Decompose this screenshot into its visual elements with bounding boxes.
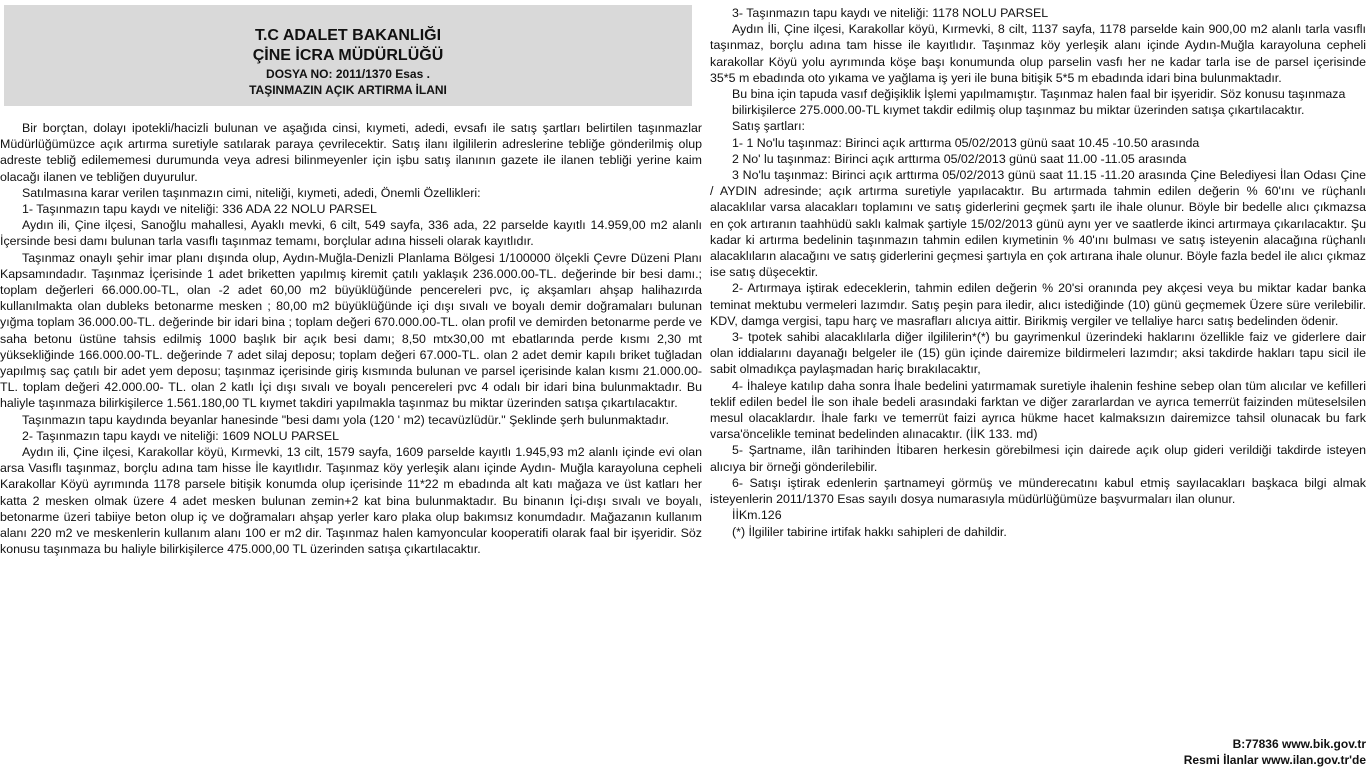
header-ministry: T.C ADALET BAKANLIĞI [254, 27, 442, 44]
paragraph-auction-2: 2 No' lu taşınmaz: Birinci açık arttırma 05/02/2013 günü saat 11.00 -11.05 arasında [732, 151, 1187, 166]
paragraph-term-2: 2- Artırmaya iştirak edeceklerin, tahmin edilen değerin % 20'si oranında pey akçesi veya bu miktar kadar banka teminat mektubu vermeleri lazımdır. Satış peşin para iledir, alıcı istediğinde (10) günü geçmemek Üzere süre verilebilir. KDV, damga vergisi, tapu harç ve masrafları alıcıya aittir. Birikmiş vergiler ve tellaliye harcı satış bedelinden ödenir. [710, 281, 1366, 328]
header-notice-title: TAŞINMAZIN AÇIK ARTIRMA İLANI [249, 83, 447, 97]
footer-reference: B:77836 www.bik.gov.tr [1232, 737, 1366, 751]
paragraph-properties-heading: Satılmasına karar verilen taşınmazın cimi, niteliği, kıymeti, adedi, Önemli Özellikleri: [22, 185, 481, 200]
paragraph-term-5: 5- Şartname, ilân tarihinden İtibaren herkesin görebilmesi için dairede açık olup gideri verildiği takdirde isteyen alıcıya bir örneği gönderilebilir. [710, 443, 1366, 474]
paragraph-intro: Bir borçtan, dolayı ipotekli/hacizli bulunan ve aşağıda cinsi, kıymeti, adedi, evsafı ile satış şartları belirtilen taşınmazlar Müdürlüğümüzce açık artırma suretiyle satılarak paraya çevrilecektir. Satış ilanı ilgililerin adreslerine tebliğe gönderilmiş olup adreste tebliğ edilememesi durumunda veya adresi bilinmeyenler için işbu satış ilanının gazete ile ilanen tebliği yerine kaim olacağı ilanen ve tebliğen duyurulur. [0, 121, 702, 184]
paragraph-parcel-2-title: 2- Taşınmazın tapu kaydı ve niteliği: 1609 NOLU PARSEL [22, 428, 340, 443]
header-office: ÇİNE İCRA MÜDÜRLÜĞÜ [252, 47, 444, 64]
paragraph-auction-3: 3 No'lu taşınmaz: Birinci açık arttırma 05/02/2013 günü saat 11.15 -11.20 arasında Çine Belediyesi İlan Odası Çine / AYDIN adresinde; açık artırma suretiyle yapılacaktır. Bu artırmada tahmin edilen değerin % 60'ını ve rüçhanlı alacaklılar varsa alacakları toplamını ve satış giderlerini geçmek şartı ile ihale olunur. Böyle bir bedelle alıcı çıkmazsa en çok artıranın taahhüdü saklı kalmak şartiyle 15/02/2013 günü aynı yer ve saatlerde ikinci artırmaya çıkarılacaktır. Şu kadar ki artırma bedelinin taşınmazın tahmin edilen kıymetinin % 40'ını bulması ve satış isteyenin alacağına rüçhanlı alacaklıların alacağını ve satış giderlerini geçmesi şartıyla en çok artırana ihale olunur. Böyle fazla bedel ile alıcı çıkmaz ise satış düşecektir. [710, 168, 1366, 280]
paragraph-parcel-1-desc: Aydın ili, Çine ilçesi, Sanoğlu mahallesi, Ayaklı mevki, 6 cilt, 549 sayfa, 336 ada, 22 parselde kayıtlı 14.959,00 m2 alanlı İçersinde besi damı bulunan tarla vasıflı taşınmaz temamı, borçlular adına hisseli olarak kayıtlıdır. [0, 218, 702, 249]
paragraph-parcel-1-title: 1- Taşınmazın tapu kaydı ve niteliği: 336 ADA 22 NOLU PARSEL [22, 202, 377, 217]
paragraph-parcel-3-value: bilirkişilerce 275.000.00-TL kıymet takdir edilmiş olup taşınmaz bu miktar üzerinden satışa çıkartılacaktır. [732, 103, 1305, 118]
left-body-text [0, 120, 702, 557]
paragraph-parcel-1-details: Taşınmaz onaylı şehir imar planı dışında olup, Aydın-Muğla-Denizli Planlama Bölgesi 1/100000 ölçekli Çevre Düzeni Planı Kapsamındadır. Taşınmaz İçerisinde 1 adet briketten yapılmış kiremit çatılı yaklaşık 236.000.00-TL. değerinde bir besi damı.; toplam değerleri 66.000.00-TL, olan -2 adet 60,00 m2 büyüklüğünde pencereleri pvc, iç akşamları ahşap halihazırda kullanılmakta olan dubleks betonarme mesken ; 80,00 m2 büyüklüğünde içi dışı sıvalı ve boyalı demir doğramaları bulunan yığma toplam 36.000.00-TL. değerinde bir idari bina ; toplam değeri 670.000.00-TL. olan profil ve demirden betonarme perde ve saha betonu üstüne tahsis edilmiş 1000 başlık bir açık besi damı; 8,50 mtx30,00 mt ebatlarında perde kısmı 2,30 mt yüksekliğinde 166.000.00-TL. değerinde 7 adet silaj deposu; toplam değeri 67.000-TL. olan 2 adet demir kapılı briket tuğladan yapılmış saç çatılı bir adet yem deposu; taşınmaz içerisinde giriş kısmında bulunan ve parsel içerisinde kalan kısmı 21.000.00-TL. toplam değeri 42.000.00- TL. olan 2 katlı İçi dışı sıvalı ve boyalı pencereleri pvc 4 odalı bir idari bina bulunmaktadır. Bu haliyle taşınmaza bilirkişilerce 1.561.180,00 TL kıymet takdiri yapılmakla taşınmaz bu miktar üzerinden satışa çıkartılacaktır. [0, 250, 702, 411]
paragraph-parcel-2-desc: Aydın ili, Çine ilçesi, Karakollar köyü, Kırmevki, 13 cilt, 1579 sayfa, 1609 parselde kayıtlı 1.945,93 m2 alanlı içinde evi olan arsa Vasıflı taşınmaz, borçlu adına tam hisse İle kayıtlıdır. Taşınmaz köy yerleşik alanı içinde Aydın- Muğla karayoluna cepheli Karakollar Köyü ayrımında 1178 parsele bitişik konumda olup içerisinde 11*22 m ebadında alt katı mağaza ve üst katları her katta 2 mesken olmak üzere 4 adet mesken bulunan zemin+2 kat bina bulunmaktadır. Bu binanın İçi-dışı sıvalı ve boyalı, betonarme üzeri tabiiye beton olup iç ve doğramaları ahşap yerler karo plaka olup bakımsız konumdadır. Mağazanın kullanım alanı 220 m2 ve meskenlerin kullanım alanı 100 er m2 dir. Taşınmaz halen kamyoncular kooperatifi olarak faal bir işyeridir. Söz konusu taşınmaza bu haliyle bilirkişilerce 475.000,00 TL üzerinden satışa çıkartılacaktır. [0, 445, 702, 557]
header-file-number: DOSYA NO: 2011/1370 Esas . [266, 67, 430, 81]
paragraph-sale-terms-heading: Satış şartları: [732, 119, 805, 134]
paragraph-term-4: 4- İhaleye katılıp daha sonra İhale bedelini yatırmamak suretiyle ihalenin feshine sebep olan tüm alıcılar ve kefilleri teklif edilen bedel İle son ihale bedeli arasındaki farktan ve diğer zararlardan ve ayrıca temerrüt faizinden müteselsilen mesul olacaklardır. İhale farkı ve temerrüt faizi ayrıca hükme hacet kalmaksızın dairemizce tahsil olunacak bu fark varsa'öncelikle teminat bedelinden alınacaktır. (İİK 133. md) [710, 378, 1366, 442]
paragraph-parcel-3-note: Bu bina için tapuda vasıf değişiklik İşlemi yapılmamıştır. Taşınmaz halen faal bir işyeridir. Söz konusu taşınmaza [732, 87, 1346, 102]
paragraph-parcel-3-title: 3- Taşınmazın tapu kaydı ve niteliği: 1178 NOLU PARSEL [732, 6, 1049, 20]
notice-footer [1184, 736, 1366, 768]
footer-website-note: Resmi İlanlar www.ilan.gov.tr'de [1183, 753, 1366, 767]
paragraph-parcel-3-desc: Aydın İli, Çine ilçesi, Karakollar köyü, Kırmevki, 8 cilt, 1137 sayfa, 1178 parselde kain 900,00 m2 alanlı tarla vasıflı taşınmaz, borçlu adına tam hisse ile kayıtlıdır. Taşınmaz köy yerleşik alanı içinde Aydın-Muğla karayoluna cepheli karakollar Köyü yolu ayrımında köşe başı konumunda olup parselin vasfı her ne kadar tarla ise de parsel içerisinde 35*5 m ebadında oto yıkama ve yağlama iş yeri ile buna bitişik 5*5 m ebadında idari bina bulunmaktadır. [710, 22, 1366, 85]
paragraph-footnote: (*) İlgililer tabirine irtifak hakkı sahipleri de dahildir. [732, 524, 1007, 539]
paragraph-term-6: 6- Satışı iştirak edenlerin şartnameyi görmüş ve münderecatını kabul etmiş sayılacakları başkaca bilgi almak isteyenlerin 2011/1370 Esas sayılı dosya numarasıyla müdürlüğümüze başvurmaları ilan olunur. [710, 475, 1366, 507]
notice-header [4, 5, 692, 106]
paragraph-term-3: 3- tpotek sahibi alacaklılarla diğer ilgililerin*(*) bu gayrimenkul üzerindeki haklarını özellikle faiz ve giderlere dair olan iddialarını dayanağı belgeler ile (15) gün içinde dairemize bildirmeleri lazımdır; aksi takdirde hakları tapu sicil ile sabit olmadıkça paylaşmadan hariç bırakılacaktır, [710, 330, 1366, 377]
paragraph-law-reference: İİKm.126 [732, 508, 782, 523]
right-column [710, 0, 1366, 768]
paragraph-auction-1: 1- 1 No'lu taşınmaz: Birinci açık arttırma 05/02/2013 günü saat 10.45 -10.50 arasında [732, 135, 1200, 150]
right-body-text [710, 5, 1366, 540]
paragraph-parcel-1-annotation: Taşınmazın tapu kaydında beyanlar hanesinde "besi damı yola (120 ' m2) tecavüzlüdür." Şeklinde şerh bulunmaktadır. [22, 412, 669, 427]
